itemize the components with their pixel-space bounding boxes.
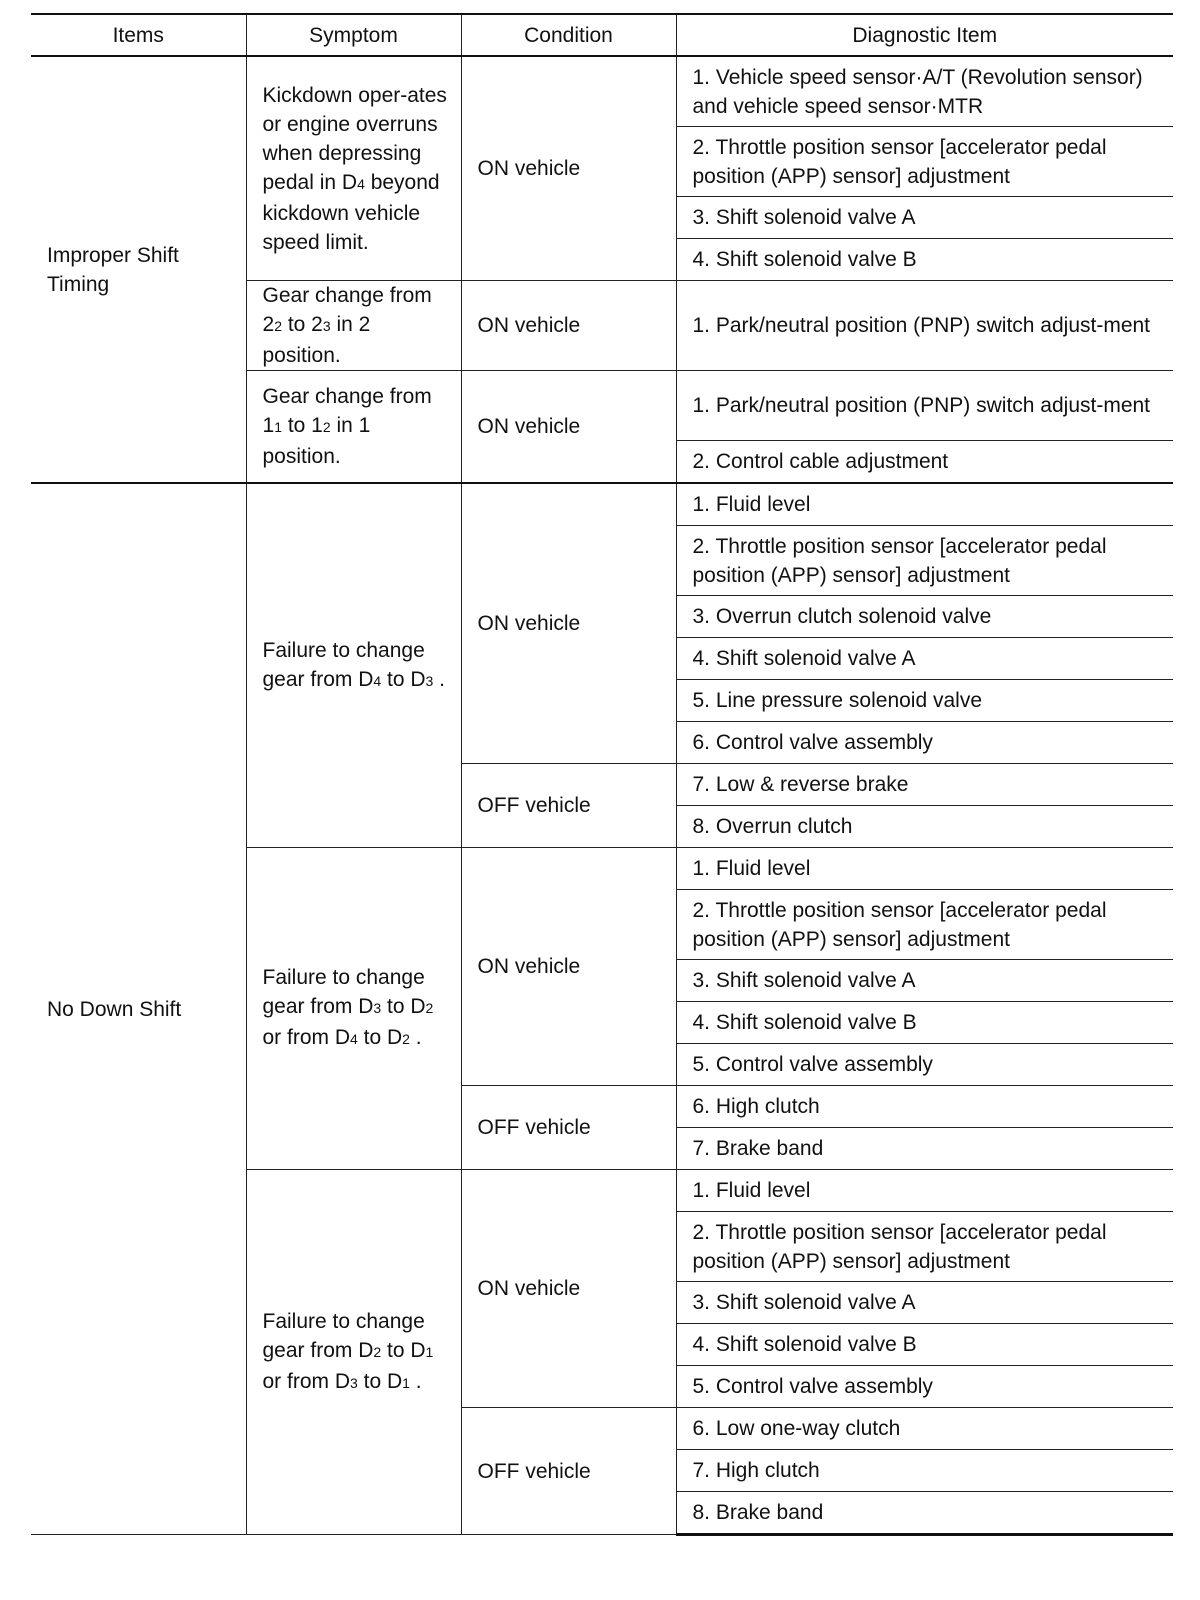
symptom-subscript: 2 (274, 318, 282, 334)
symptom-subscript: 3 (373, 1000, 382, 1016)
diagnostic-item-cell: 4. Shift solenoid valve B (676, 239, 1173, 281)
symptom-subscript: 4 (350, 1031, 358, 1047)
symptom-text: or from D (262, 1369, 351, 1393)
diagnostic-item-cell: 3. Shift solenoid valve A (676, 197, 1173, 239)
symptom-text: in 2 position. (262, 313, 371, 367)
symptom-text: . (433, 667, 445, 691)
diagnostic-item-cell: 6. Control valve assembly (676, 722, 1173, 764)
table-row (31, 483, 1173, 526)
condition-cell: ON vehicle (461, 848, 676, 1086)
condition-cell: ON vehicle (461, 56, 676, 281)
symptom-text: Failure to change gear from D (262, 1309, 425, 1362)
symptom-text: or from D (262, 1026, 351, 1049)
diagnostic-item-cell: 6. High clutch (676, 1086, 1173, 1128)
diagnostic-item-cell: 5. Control valve assembly (676, 1366, 1173, 1408)
diagnostic-item-cell: 7. Low & reverse brake (676, 764, 1173, 806)
diagnostic-item-cell: 6. Low one-way clutch (676, 1408, 1173, 1450)
symptom-text: Kickdown oper-ates or engine overruns when depressing pedal in D (262, 83, 447, 194)
condition-cell: ON vehicle (461, 371, 676, 484)
condition-cell: OFF vehicle (461, 1408, 676, 1535)
symptom-subscript: 4 (357, 175, 365, 192)
diagnostic-item-cell: 4. Shift solenoid valve B (676, 1002, 1173, 1044)
condition-cell: ON vehicle (461, 281, 676, 371)
diagnostic-item-cell: 1. Park/neutral position (PNP) switch adjust-ment (676, 281, 1173, 371)
diagnostic-item-cell: 3. Overrun clutch solenoid valve (676, 596, 1173, 638)
symptom-text: to D (381, 667, 426, 691)
diagnostic-item-cell: 1. Park/neutral position (PNP) switch adjust-ment (676, 371, 1173, 441)
symptom-text: beyond kickdown vehicle speed limit. (262, 170, 440, 254)
diagnostic-item-cell: 1. Fluid level (676, 483, 1173, 526)
symptom-text: Gear change from 1 (262, 385, 432, 437)
diagnostic-item-cell: 4. Shift solenoid valve B (676, 1324, 1173, 1366)
table-row (31, 56, 1173, 127)
diagnostic-item-cell: 2. Throttle position sensor [accelerator pedal position (APP) sensor] adjustment (676, 1212, 1173, 1282)
diagnostic-item-cell: 3. Shift solenoid valve A (676, 1282, 1173, 1324)
condition-cell: ON vehicle (461, 483, 676, 764)
symptom-text: in 1 position. (262, 414, 371, 468)
diagnostic-item-cell: 7. High clutch (676, 1450, 1173, 1492)
symptom-subscript: 3 (322, 318, 331, 334)
item-cell: No Down Shift (31, 483, 246, 1535)
diagnostic-item-cell: 4. Shift solenoid valve A (676, 638, 1173, 680)
symptom-subscript: 2 (402, 1031, 410, 1047)
symptom-text: . (409, 1369, 422, 1393)
symptom-cell (246, 1170, 461, 1535)
header-symptom: Symptom (246, 14, 461, 56)
diagnostic-item-cell: 3. Shift solenoid valve A (676, 960, 1173, 1002)
diagnostic-item-cell: 2. Throttle position sensor [accelerator pedal position (APP) sensor] adjustment (676, 526, 1173, 596)
item-cell: Improper Shift Timing (31, 56, 246, 483)
symptom-subscript: 1 (425, 1343, 434, 1360)
symptom-subscript: 3 (425, 672, 434, 689)
symptom-text: Gear change from 2 (262, 284, 432, 336)
symptom-text: Failure to change gear from D (262, 638, 425, 691)
condition-cell: OFF vehicle (461, 1086, 676, 1170)
diagnostic-item-cell: 5. Control valve assembly (676, 1044, 1173, 1086)
header-row (31, 14, 1173, 56)
symptom-text: to 2 (281, 313, 323, 336)
symptom-subscript: 3 (350, 1374, 358, 1391)
symptom-subscript: 2 (322, 419, 331, 435)
symptom-subscript: 2 (425, 1000, 434, 1016)
table-group (31, 483, 1173, 1535)
header-items: Items (31, 14, 246, 56)
symptom-text: to D (357, 1369, 403, 1393)
condition-cell: ON vehicle (461, 1170, 676, 1408)
symptom-text: Failure to change gear from D (262, 966, 425, 1018)
symptom-subscript: 1 (402, 1374, 410, 1391)
symptom-cell (246, 483, 461, 848)
symptom-cell (246, 848, 461, 1170)
diagnostic-item-cell: 1. Fluid level (676, 848, 1173, 890)
symptom-text: to 1 (281, 414, 323, 437)
symptom-cell (246, 281, 461, 371)
symptom-text: to D (381, 1338, 426, 1362)
symptom-text: . (409, 1026, 422, 1049)
symptom-subscript: 4 (373, 672, 382, 689)
diagnostic-item-cell: 1. Vehicle speed sensor·A/T (Revolution sensor) and vehicle speed sensor·MTR (676, 56, 1173, 127)
diagnostic-item-cell: 7. Brake band (676, 1128, 1173, 1170)
symptom-subscript: 2 (373, 1343, 382, 1360)
condition-cell: OFF vehicle (461, 764, 676, 848)
symptom-text: to D (381, 995, 426, 1018)
diagnostic-item-cell: 1. Fluid level (676, 1170, 1173, 1212)
table-group (31, 56, 1173, 483)
symptom-cell (246, 371, 461, 484)
diagnostic-item-cell: 2. Throttle position sensor [accelerator pedal position (APP) sensor] adjustment (676, 127, 1173, 197)
diagnostic-item-cell: 5. Line pressure solenoid valve (676, 680, 1173, 722)
diagnostic-item-cell: 8. Brake band (676, 1492, 1173, 1535)
symptom-subscript: 1 (274, 419, 282, 435)
symptom-text: to D (357, 1026, 403, 1049)
diagnostic-item-cell: 2. Throttle position sensor [accelerator pedal position (APP) sensor] adjustment (676, 890, 1173, 960)
symptom-cell (246, 56, 461, 281)
diagnostic-item-cell: 8. Overrun clutch (676, 806, 1173, 848)
header-diagnostic-item: Diagnostic Item (676, 14, 1173, 56)
header-condition: Condition (461, 14, 676, 56)
diagnostic-table (31, 13, 1173, 1536)
diagnostic-item-cell: 2. Control cable adjustment (676, 441, 1173, 484)
